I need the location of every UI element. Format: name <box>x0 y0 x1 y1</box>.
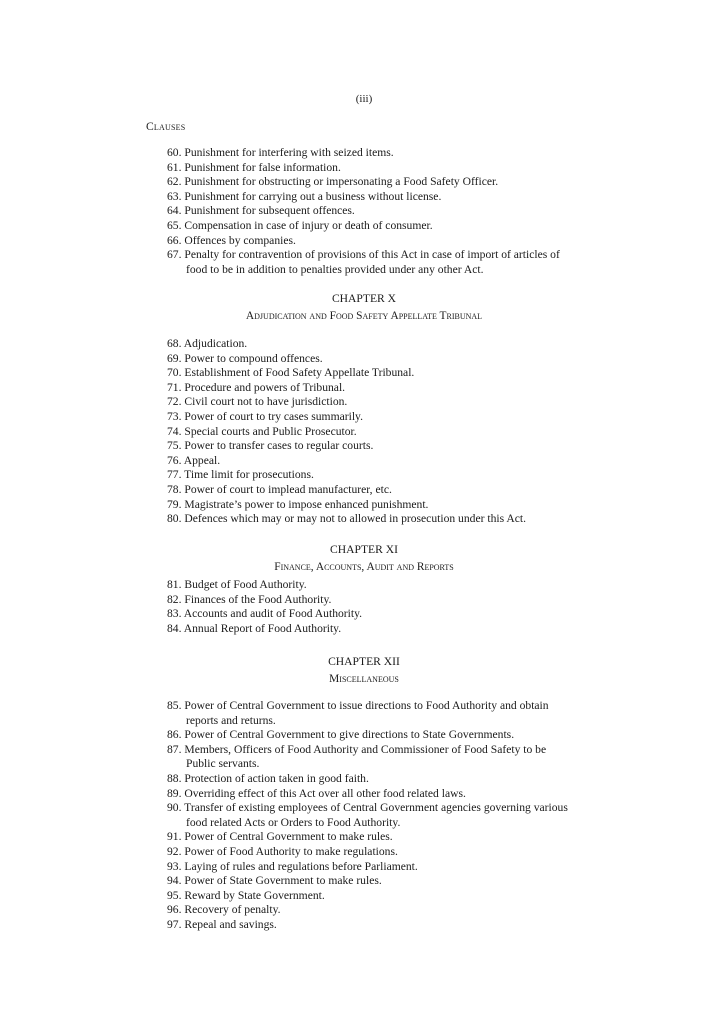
clause-text: 81. Budget of Food Authority. <box>167 578 307 591</box>
clause-text: 72. Civil court not to have jurisdiction. <box>167 395 348 409</box>
clause-item <box>167 743 589 772</box>
clause-item <box>167 903 589 918</box>
clause-item <box>167 410 589 425</box>
clause-text: 91. Power of Central Government to make rules. <box>167 830 393 844</box>
clause-item <box>167 593 589 608</box>
clause-text: 88. Protection of action taken in good faith. <box>167 771 369 785</box>
clause-text: 75. Power to transfer cases to regular courts. <box>167 439 374 453</box>
clause-text: 61. Punishment for false information. <box>167 160 341 174</box>
clause-list <box>167 578 589 636</box>
clause-text: 63. Punishment for carrying out a business without license. <box>167 189 442 203</box>
clause-continuation: food related Acts or Orders to Food Authority. <box>186 815 401 829</box>
clause-item <box>167 845 589 860</box>
chapter-title: CHAPTER XII <box>328 655 400 668</box>
clause-text: 87. Members, Officers of Food Authority and Commissioner of Food Safety to be <box>167 742 547 756</box>
clause-item <box>167 204 589 219</box>
chapter-subtitle: Miscellaneous <box>329 673 399 685</box>
clause-text: 68. Adjudication. <box>167 337 248 350</box>
clause-text: 69. Power to compound offences. <box>167 351 323 365</box>
clause-text: 65. Compensation in case of injury or death of consumer. <box>167 218 433 232</box>
clause-text: 96. Recovery of penalty. <box>167 903 281 917</box>
chapter-heading <box>0 543 728 574</box>
clause-item <box>167 439 589 454</box>
chapter-subtitle: Finance, Accounts, Audit and Reports <box>274 561 454 573</box>
clause-item <box>167 381 589 396</box>
chapter-title: CHAPTER XI <box>330 543 398 556</box>
clause-item <box>167 830 589 845</box>
clause-item <box>167 425 589 440</box>
clause-text: 97. Repeal and savings. <box>167 917 277 931</box>
clause-text: 64. Punishment for subsequent offences. <box>167 204 355 218</box>
clause-list <box>167 699 589 933</box>
clause-item <box>167 607 589 622</box>
clause-text: 79. Magistrate’s power to impose enhanced punishment. <box>167 497 429 511</box>
clause-item <box>167 352 589 367</box>
clause-text: 89. Overriding effect of this Act over all other food related laws. <box>167 786 466 800</box>
clause-text: 80. Defences which may or may not to allowed in prosecution under this Act. <box>167 512 526 526</box>
chapter-subtitle: Adjudication and Food Safety Appellate Tribunal <box>245 310 483 322</box>
clause-list <box>167 146 589 277</box>
clause-item <box>167 498 589 513</box>
clause-text: 62. Punishment for obstructing or impersonating a Food Safety Officer. <box>167 175 499 189</box>
chapter-heading <box>0 292 728 323</box>
clause-text: 78. Power of court to implead manufacturer, etc. <box>167 482 392 496</box>
clause-item <box>167 801 589 830</box>
clause-continuation: Public servants. <box>186 757 260 771</box>
clause-item <box>167 219 589 234</box>
clause-item <box>167 190 589 205</box>
clause-text: 77. Time limit for prosecutions. <box>167 468 314 482</box>
clause-item <box>167 175 589 190</box>
clause-list <box>167 337 589 527</box>
clause-item <box>167 874 589 889</box>
chapter-title: CHAPTER X <box>331 292 397 305</box>
clause-text: 71. Procedure and powers of Tribunal. <box>167 380 346 394</box>
clause-text: 82. Finances of the Food Authority. <box>167 592 332 606</box>
clause-item <box>167 728 589 743</box>
clause-item <box>167 146 589 161</box>
chapter-heading <box>0 655 728 686</box>
clause-item <box>167 483 589 498</box>
clause-text: 85. Power of Central Government to issue directions to Food Authority and obtain <box>167 699 549 712</box>
clause-item <box>167 699 589 728</box>
clause-text: 84. Annual Report of Food Authority. <box>167 621 342 635</box>
clause-text: 92. Power of Food Authority to make regulations. <box>167 844 398 858</box>
clause-item <box>167 578 589 593</box>
clause-item <box>167 787 589 802</box>
clause-item <box>167 860 589 875</box>
clause-text: 93. Laying of rules and regulations before Parliament. <box>167 859 418 873</box>
clause-text: 94. Power of State Government to make rules. <box>167 874 382 888</box>
clause-item <box>167 366 589 381</box>
clause-continuation: food to be in addition to penalties provided under any other Act. <box>186 262 484 276</box>
clause-item <box>167 622 589 637</box>
clause-item <box>167 889 589 904</box>
clause-item <box>167 468 589 483</box>
clause-text: 83. Accounts and audit of Food Authority. <box>167 607 363 621</box>
clause-text: 76. Appeal. <box>167 453 221 467</box>
clause-item <box>167 248 589 277</box>
clause-item <box>167 512 589 527</box>
clauses-heading: Clauses <box>146 120 186 133</box>
clause-text: 60. Punishment for interfering with seized items. <box>167 146 394 159</box>
clause-item <box>167 454 589 469</box>
clause-continuation: reports and returns. <box>186 713 276 727</box>
clause-text: 70. Establishment of Food Safety Appellate Tribunal. <box>167 366 415 380</box>
clause-item <box>167 918 589 933</box>
clause-item <box>167 337 589 352</box>
clause-text: 66. Offences by companies. <box>167 233 296 247</box>
clause-item <box>167 772 589 787</box>
page-number: (iii) <box>355 93 373 105</box>
clause-item <box>167 234 589 249</box>
clause-text: 90. Transfer of existing employees of Central Government agencies governing various <box>167 801 568 815</box>
clause-text: 67. Penalty for contravention of provisions of this Act in case of import of articles of <box>167 248 560 262</box>
clause-text: 86. Power of Central Government to give directions to State Governments. <box>167 728 515 742</box>
clause-item <box>167 161 589 176</box>
clause-item <box>167 395 589 410</box>
clause-text: 95. Reward by State Government. <box>167 888 325 902</box>
clause-text: 74. Special courts and Public Prosecutor. <box>167 424 357 438</box>
clause-text: 73. Power of court to try cases summarily. <box>167 409 363 423</box>
